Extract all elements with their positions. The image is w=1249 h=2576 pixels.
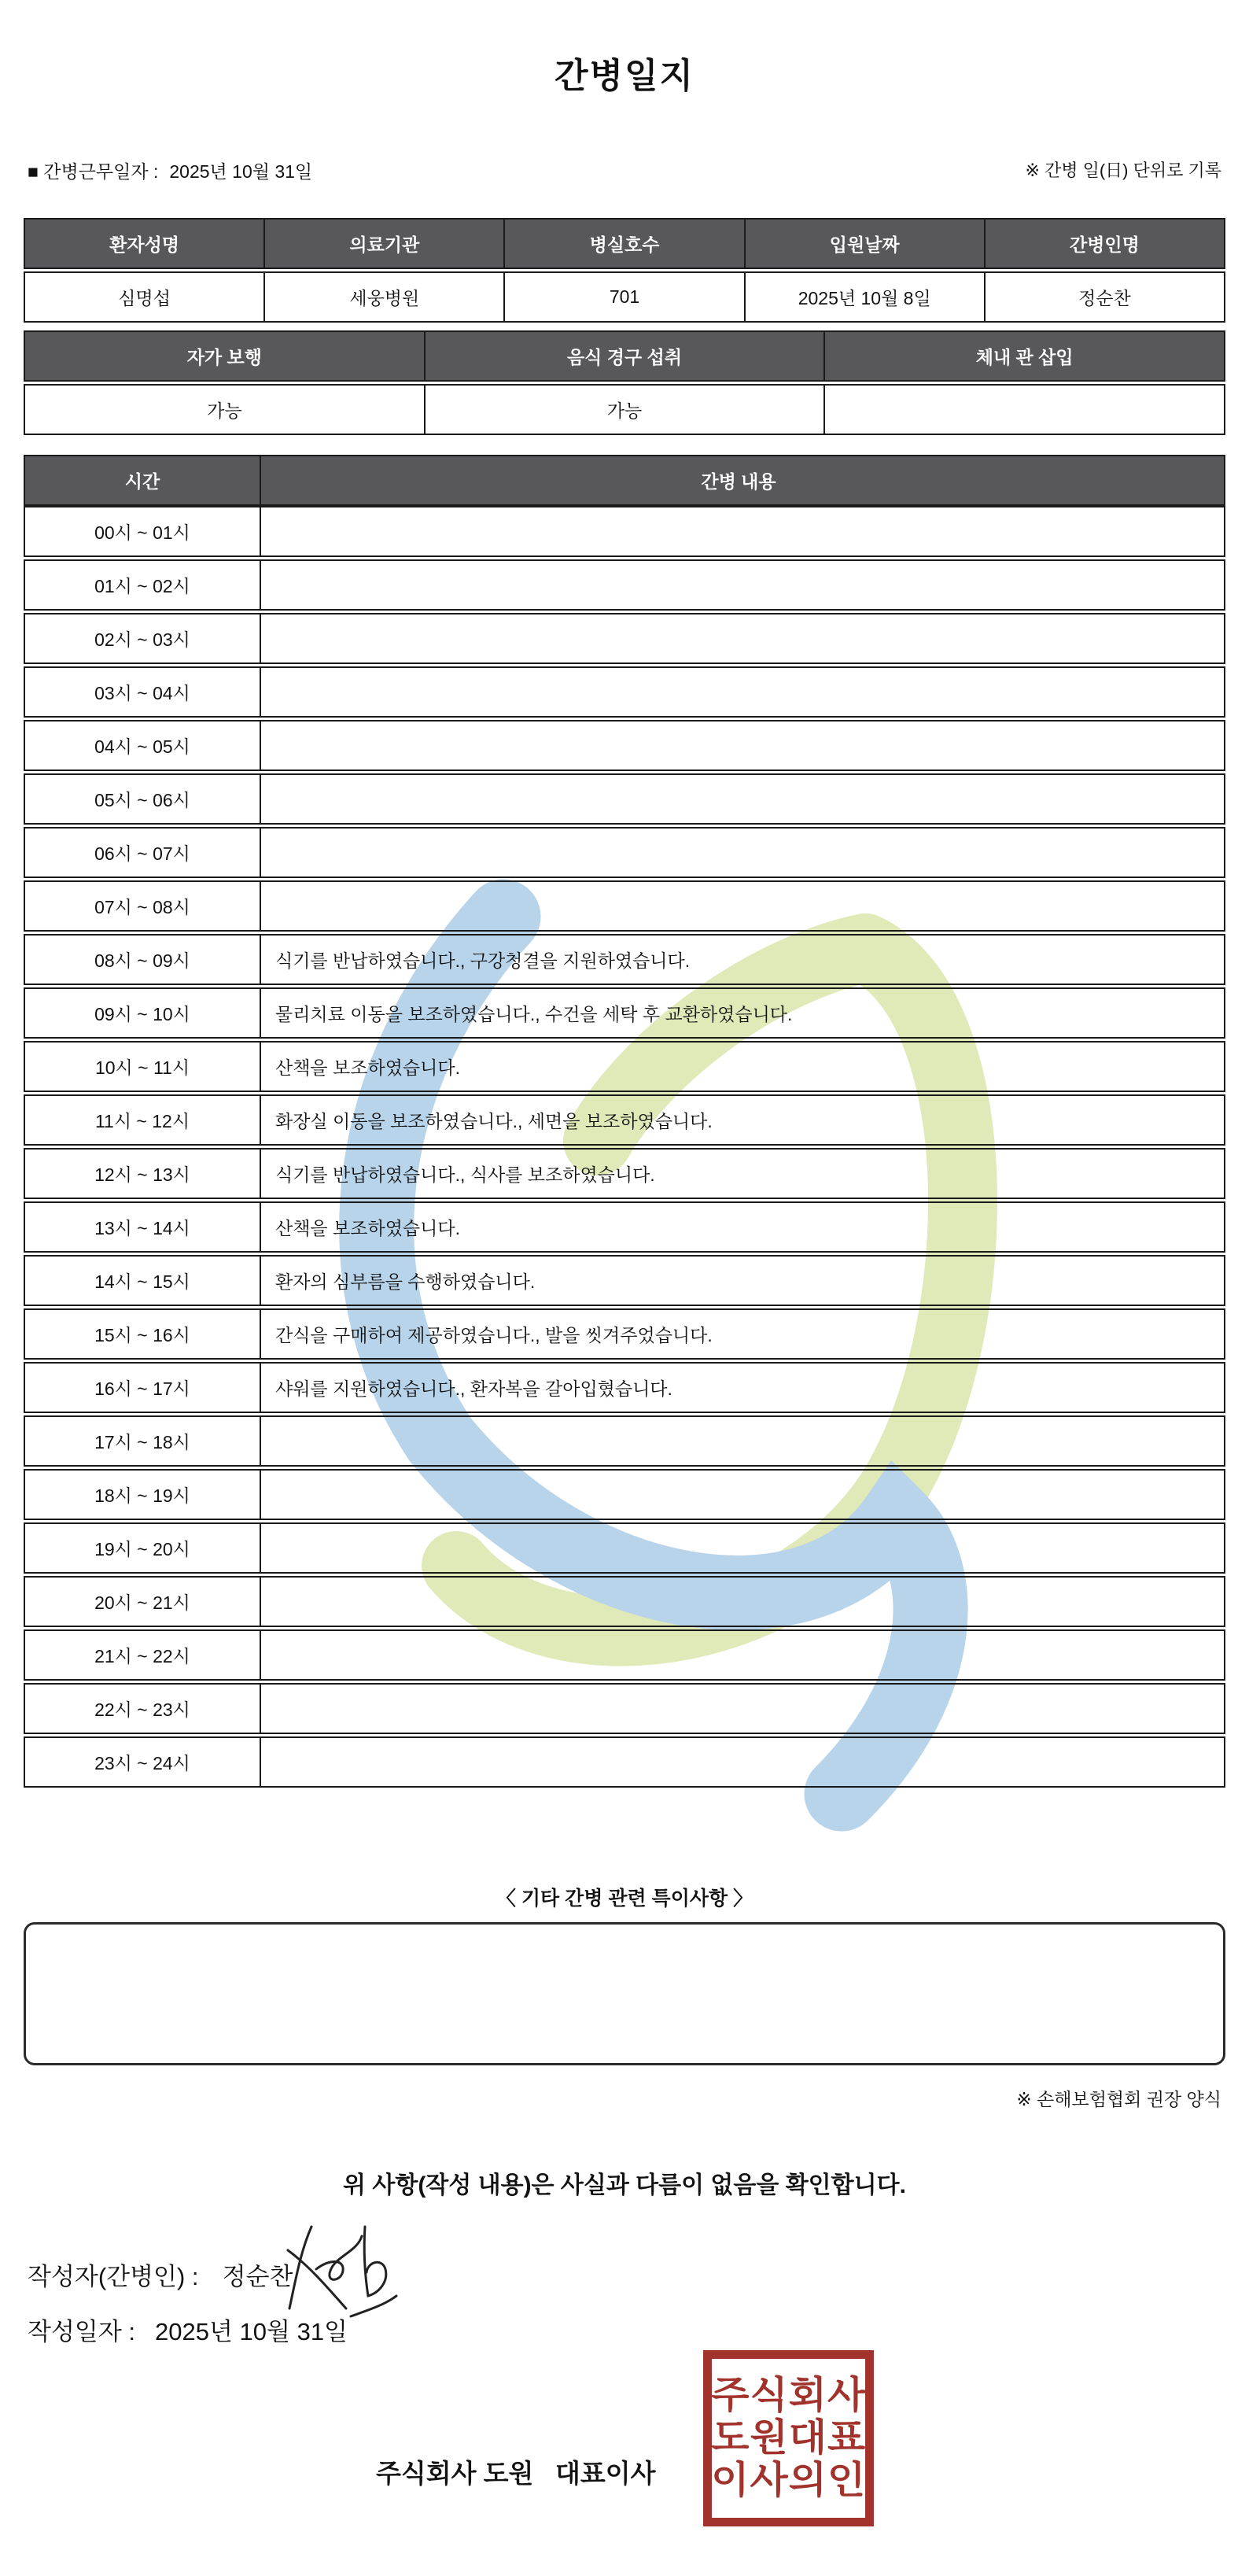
care-table-row — [24, 1255, 1225, 1306]
oral-intake-value: 가능 — [424, 386, 824, 434]
time-cell: 19시 ~ 20시 — [94, 1539, 190, 1559]
admission-date-header: 입원날짜 — [744, 220, 984, 268]
patient-status-table — [24, 330, 1225, 435]
self-walking-header: 자가 보행 — [25, 332, 424, 380]
care-content-cell: 식기를 반납하였습니다., 구강청결을 지원하였습니다. — [260, 936, 1224, 984]
care-content-cell — [260, 1417, 1224, 1465]
care-content-cell — [260, 775, 1224, 823]
care-content-cell: 환자의 심부름을 수행하였습니다. — [260, 1257, 1224, 1305]
tube-insertion-value — [823, 386, 1224, 434]
time-cell: 17시 ~ 18시 — [94, 1432, 190, 1452]
time-cell: 03시 ~ 04시 — [94, 683, 190, 703]
company-ceo-line: 주식회사 도원 대표이사 — [376, 2459, 656, 2488]
time-cell: 01시 ~ 02시 — [94, 576, 190, 596]
medical-institution-header: 의료기관 — [263, 220, 503, 268]
time-cell: 05시 ~ 06시 — [94, 790, 190, 810]
care-content-cell: 간식을 구매하여 제공하였습니다., 발을 씻겨주었습니다. — [260, 1310, 1224, 1358]
care-table-row — [24, 1362, 1225, 1413]
writer-name: 정순찬 — [222, 2263, 293, 2290]
care-table-row — [24, 506, 1225, 557]
admission-date-value: 2025년 10월 8일 — [744, 273, 984, 321]
written-date-label: 작성일자 : — [28, 2318, 136, 2345]
care-table-row — [24, 1041, 1225, 1092]
care-table-row — [24, 1415, 1225, 1467]
care-content-cell: 물리치료 이동을 보조하였습니다., 수건을 세탁 후 교환하였습니다. — [260, 989, 1224, 1037]
care-table-row — [24, 1683, 1225, 1734]
care-content-cell — [260, 1524, 1224, 1572]
time-cell: 10시 ~ 11시 — [94, 1057, 190, 1078]
seal-text-line-1: 주식회사 — [710, 2375, 867, 2417]
medical-institution-value: 세웅병원 — [263, 273, 503, 321]
care-content-cell — [260, 829, 1224, 877]
care-table-row — [24, 1629, 1225, 1681]
writer-line — [28, 2257, 293, 2292]
writer-label: 작성자(간병인) : — [28, 2263, 199, 2290]
time-cell: 04시 ~ 05시 — [94, 736, 190, 757]
time-cell: 08시 ~ 09시 — [94, 950, 190, 971]
time-cell: 06시 ~ 07시 — [94, 843, 190, 864]
time-cell: 20시 ~ 21시 — [94, 1592, 190, 1613]
care-table-row — [24, 880, 1225, 932]
care-table-row — [24, 1736, 1225, 1788]
record-unit-note: ※ 간병 일(日) 단위로 기록 — [1025, 161, 1221, 180]
time-cell: 00시 ~ 01시 — [94, 522, 190, 543]
seal-text-line-3: 이사의인 — [710, 2459, 867, 2501]
time-cell: 12시 ~ 13시 — [94, 1164, 190, 1185]
care-table-row — [24, 666, 1225, 718]
care-content-cell: 샤워를 지원하였습니다., 환자복을 갈아입혔습니다. — [260, 1364, 1224, 1412]
care-journal-header-row — [24, 455, 1225, 506]
care-table-row — [24, 773, 1225, 825]
care-content-cell: 산책을 보조하였습니다. — [260, 1203, 1224, 1251]
oral-intake-header: 음식 경구 섭취 — [424, 332, 824, 380]
care-content-cell — [260, 561, 1224, 609]
care-content-cell — [260, 722, 1224, 769]
patient-info-value-row — [24, 271, 1225, 323]
time-cell: 16시 ~ 17시 — [94, 1378, 190, 1399]
patient-info-table — [24, 218, 1225, 323]
time-cell: 22시 ~ 23시 — [94, 1699, 190, 1720]
time-column-header: 시간 — [25, 456, 260, 504]
care-table-row — [24, 1522, 1225, 1574]
confirmation-statement: 위 사항(작성 내용)은 사실과 다름이 없음을 확인합니다. — [343, 2172, 906, 2198]
care-content-cell: 산책을 보조하였습니다. — [260, 1043, 1224, 1091]
special-notes-box — [24, 1922, 1225, 2065]
meta-row — [28, 157, 1225, 183]
time-cell: 07시 ~ 08시 — [94, 897, 190, 917]
tube-insertion-header: 체내 관 삽입 — [823, 332, 1224, 380]
time-cell: 13시 ~ 14시 — [94, 1218, 190, 1238]
time-cell: 14시 ~ 15시 — [94, 1271, 190, 1292]
care-table-row — [24, 827, 1225, 878]
time-cell: 11시 ~ 12시 — [94, 1111, 190, 1131]
care-content-cell — [260, 1578, 1224, 1626]
care-content-cell — [260, 1738, 1224, 1786]
care-work-date — [28, 157, 312, 183]
care-journal-table — [24, 455, 1225, 1788]
care-work-date-value: 2025년 10월 31일 — [169, 161, 313, 182]
patient-name-header: 환자성명 — [25, 220, 263, 268]
care-content-column-header: 간병 내용 — [260, 456, 1224, 504]
care-content-cell: 화장실 이동을 보조하였습니다., 세면을 보조하였습니다. — [260, 1096, 1224, 1144]
caregiver-name-value: 정순찬 — [984, 273, 1224, 321]
special-notes-section-title: 〈 기타 간병 관련 특이사항 〉 — [496, 1888, 753, 1910]
insurance-form-note: ※ 손해보험협회 권장 양식 — [1016, 2089, 1221, 2109]
care-content-cell — [260, 882, 1224, 930]
care-content-cell — [260, 614, 1224, 662]
caregiver-name-header: 간병인명 — [984, 220, 1224, 268]
time-cell: 18시 ~ 19시 — [94, 1485, 190, 1506]
care-content-cell — [260, 507, 1224, 555]
time-cell: 09시 ~ 10시 — [94, 1004, 190, 1024]
care-work-date-label: ■ 간병근무일자 : — [28, 161, 159, 182]
time-cell: 15시 ~ 16시 — [94, 1325, 190, 1345]
time-cell: 02시 ~ 03시 — [94, 629, 190, 650]
written-date-line — [28, 2312, 348, 2347]
room-number-value: 701 — [503, 273, 743, 321]
care-content-cell — [260, 1631, 1224, 1679]
care-table-row — [24, 934, 1225, 985]
self-walking-value: 가능 — [207, 400, 242, 421]
care-content-cell — [260, 1471, 1224, 1519]
care-content-cell — [260, 668, 1224, 716]
care-table-row — [24, 1469, 1225, 1520]
care-journal-rows — [24, 506, 1225, 1788]
care-table-row — [24, 1308, 1225, 1360]
room-number-header: 병실호수 — [503, 220, 743, 268]
corporate-seal-stamp — [703, 2350, 874, 2526]
time-cell: 23시 ~ 24시 — [94, 1753, 190, 1773]
care-content-cell — [260, 1685, 1224, 1733]
care-table-row — [24, 720, 1225, 771]
page-title: 간병일지 — [554, 57, 695, 95]
care-table-row — [24, 987, 1225, 1039]
care-table-row — [24, 1148, 1225, 1199]
patient-info-header-row — [24, 218, 1225, 269]
care-table-row — [24, 1094, 1225, 1146]
written-date-value: 2025년 10월 31일 — [155, 2318, 348, 2345]
patient-name-value: 심명섭 — [118, 288, 171, 308]
care-table-row — [24, 1201, 1225, 1253]
seal-text-line-2: 도원대표 — [710, 2417, 867, 2460]
care-table-row — [24, 1576, 1225, 1627]
care-table-row — [24, 613, 1225, 664]
care-table-row — [24, 559, 1225, 611]
caregiver-signature — [285, 2220, 403, 2327]
patient-status-header-row — [24, 330, 1225, 382]
patient-status-value-row — [24, 384, 1225, 435]
care-content-cell: 식기를 반납하였습니다., 식사를 보조하였습니다. — [260, 1150, 1224, 1198]
time-cell: 21시 ~ 22시 — [94, 1646, 190, 1666]
